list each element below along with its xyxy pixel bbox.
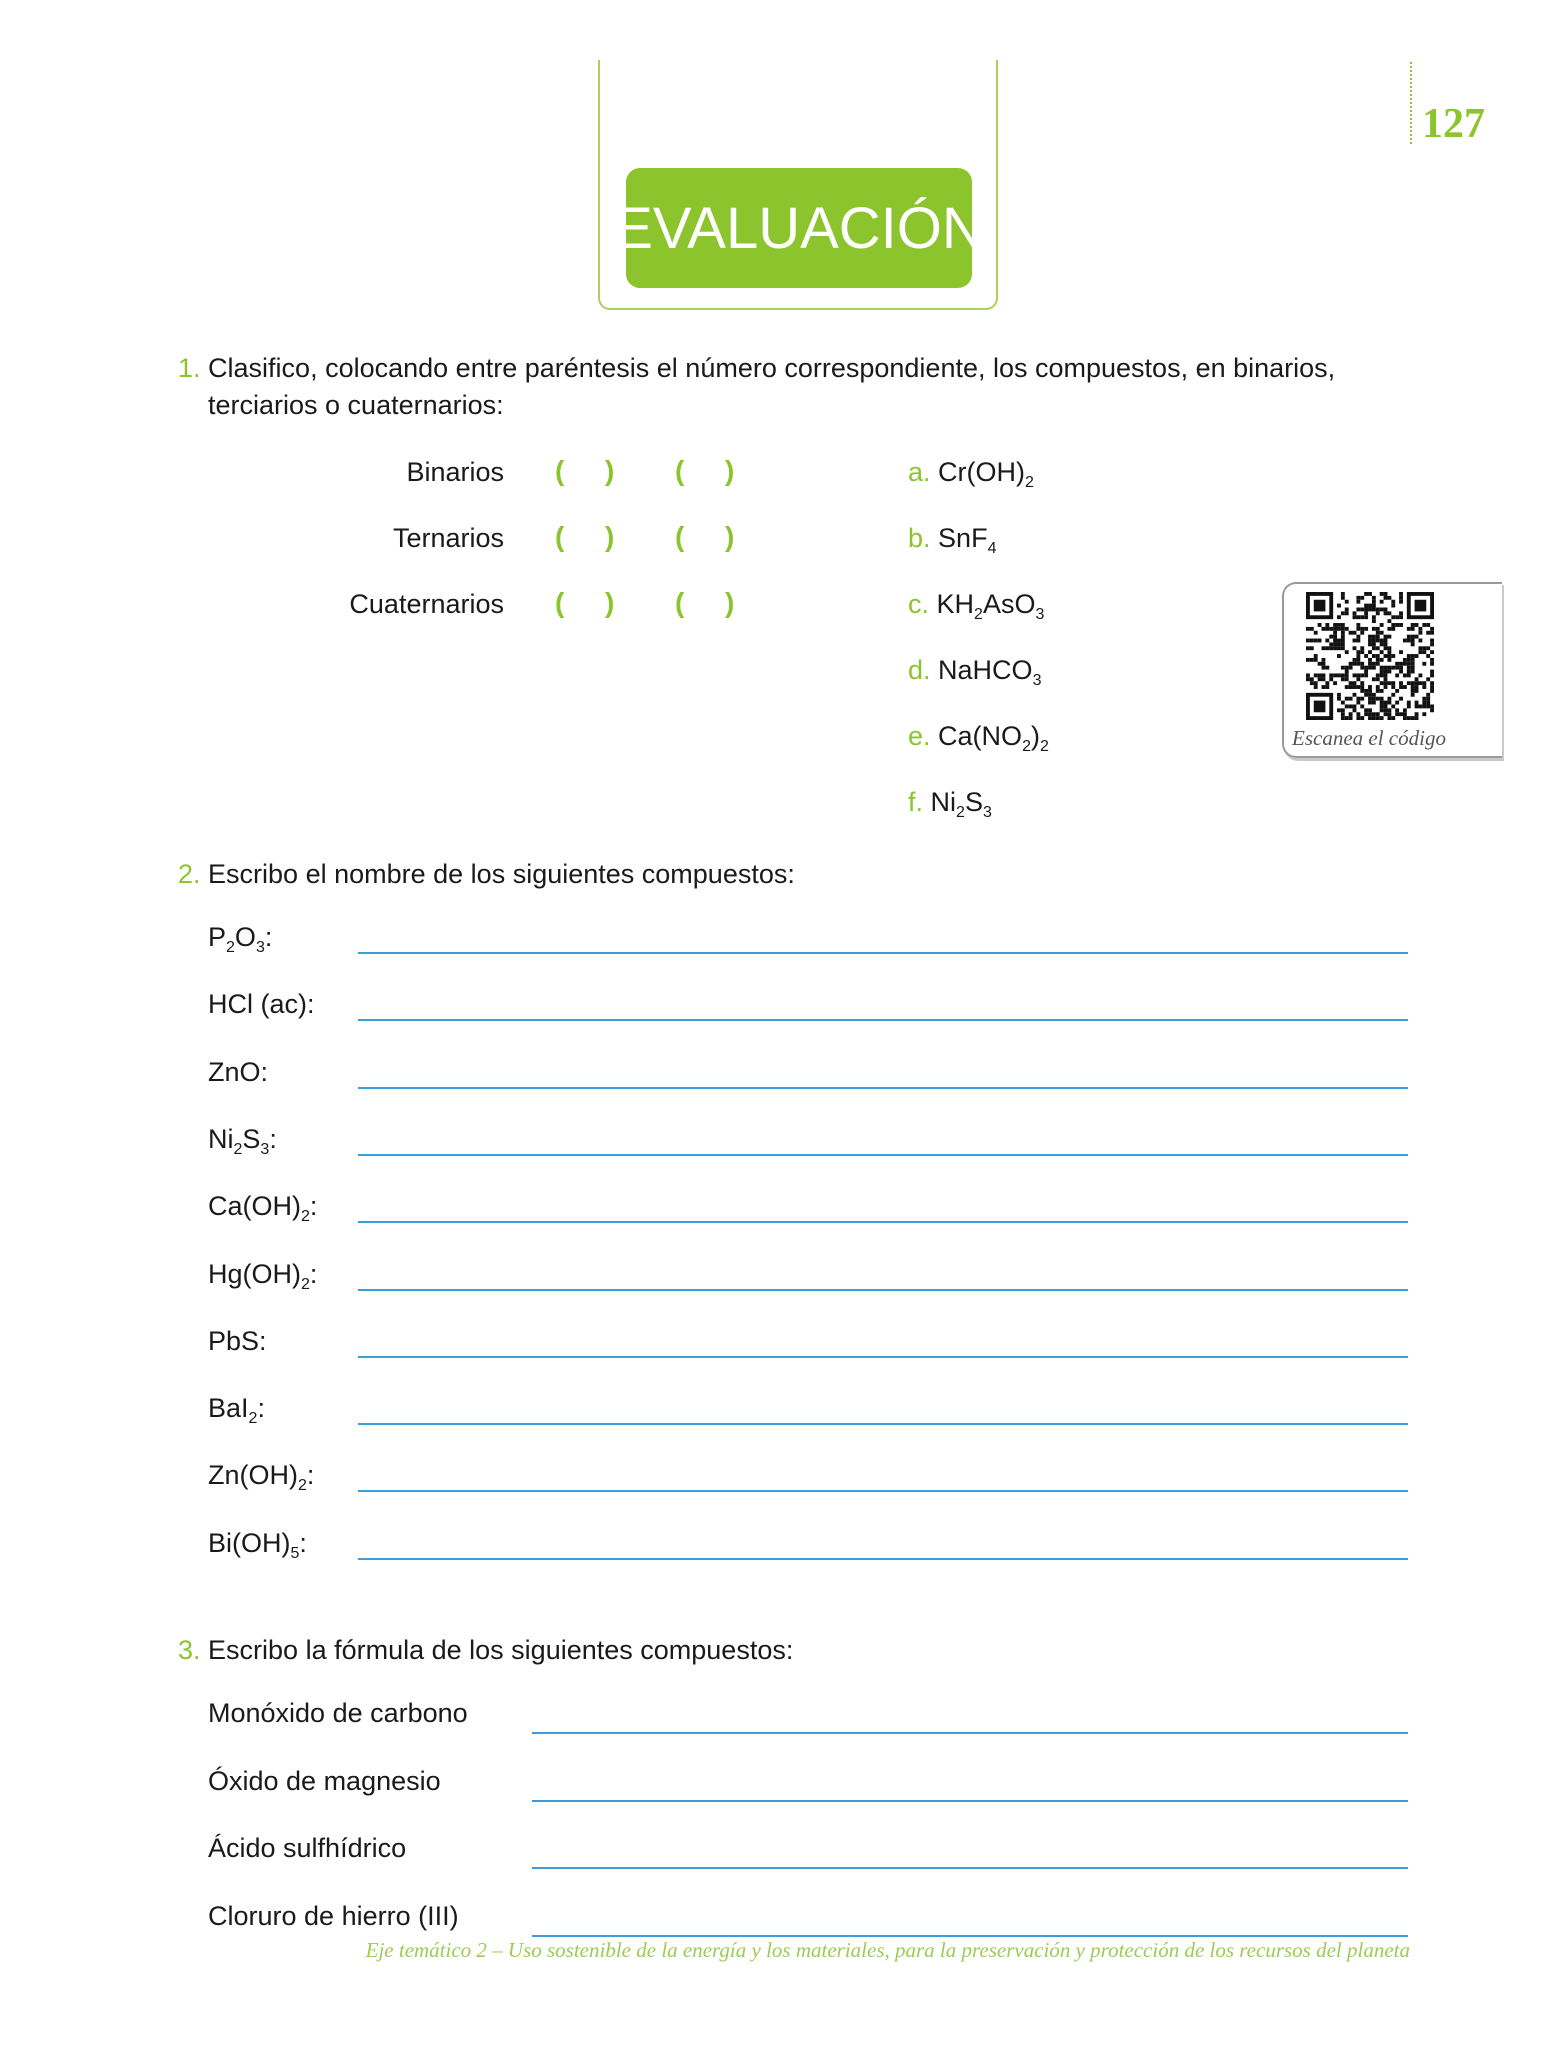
option-letter: a. xyxy=(908,457,931,487)
formula-part: : xyxy=(309,1258,318,1289)
q2-answer-line[interactable] xyxy=(358,1289,1408,1291)
option-4 xyxy=(908,721,1049,755)
page-number: 127 xyxy=(1422,101,1485,147)
formula-part: : xyxy=(299,1527,307,1558)
formula-sub: 2 xyxy=(974,606,983,623)
q2-compound-label xyxy=(208,989,315,1020)
q3-answer-line[interactable] xyxy=(532,1732,1408,1734)
q3-compound-label: Cloruro de hierro (III) xyxy=(208,1900,459,1931)
q2-answer-line[interactable] xyxy=(358,1423,1408,1425)
paren-open: ( xyxy=(555,587,565,618)
formula-part: NaHCO xyxy=(938,655,1033,685)
formula-part: : xyxy=(269,1123,277,1154)
formula-sub: 2 xyxy=(226,939,235,956)
q2-answer-line[interactable] xyxy=(358,1087,1408,1089)
q2-heading xyxy=(178,856,795,893)
formula-sub: 2 xyxy=(1025,474,1034,491)
paren-blank-r0-p0[interactable] xyxy=(573,457,603,487)
formula-part: HCl (ac): xyxy=(208,989,315,1020)
formula-sub: 3 xyxy=(1035,606,1045,623)
option-letter: c. xyxy=(908,589,930,619)
formula-part: KH xyxy=(936,589,975,619)
formula-part: ) xyxy=(1030,721,1040,751)
paren-close: ) xyxy=(725,521,735,552)
q3-answer-line[interactable] xyxy=(532,1935,1408,1937)
page-number-rule xyxy=(1410,62,1412,144)
formula-sub: 2 xyxy=(301,1275,310,1293)
q2-answer-line[interactable] xyxy=(358,1154,1408,1156)
q2-text: Escribo el nombre de los siguientes compuestos: xyxy=(208,859,795,889)
q2-compound-label xyxy=(208,1057,268,1088)
option-letter: b. xyxy=(908,523,931,553)
formula-part: Ni xyxy=(208,1123,234,1154)
formula-sub: 5 xyxy=(290,1544,300,1562)
q2-compound-label xyxy=(208,1460,315,1495)
paren-close: ) xyxy=(605,521,615,552)
option-letter: f. xyxy=(908,787,924,817)
formula-part: Cr(OH) xyxy=(938,457,1026,487)
q2-compound-label xyxy=(208,1258,318,1293)
q3-answer-line[interactable] xyxy=(532,1800,1408,1802)
q2-answer-line[interactable] xyxy=(358,1221,1408,1223)
qr-code-icon[interactable] xyxy=(1304,592,1436,720)
q1-text-line1: Clasifico, colocando entre paréntesis el número correspondiente, los compuestos, en binarios, xyxy=(208,353,1336,383)
formula-sub: 2 xyxy=(233,1140,243,1158)
formula-sub: 2 xyxy=(248,1410,258,1428)
formula-sub: 2 xyxy=(956,804,965,821)
option-5 xyxy=(908,787,992,821)
formula-sub: 3 xyxy=(982,804,992,821)
formula-part: : xyxy=(264,922,273,952)
formula-sub: 2 xyxy=(298,1477,307,1495)
formula-part: BaI xyxy=(208,1393,249,1424)
paren-blank-r2-p1[interactable] xyxy=(693,589,723,619)
formula-part: : xyxy=(257,1393,265,1424)
paren-blank-r2-p0[interactable] xyxy=(573,589,603,619)
formula-part: PbS: xyxy=(208,1325,267,1356)
formula-part: Zn(OH) xyxy=(208,1460,298,1491)
q2-compound-label xyxy=(208,1191,318,1226)
q2-compound-label xyxy=(208,1123,277,1158)
q3-compound-label: Ácido sulfhídrico xyxy=(208,1833,407,1863)
option-1 xyxy=(908,523,997,557)
category-binarios: Binarios xyxy=(406,457,504,487)
q2-compound-label xyxy=(208,1326,267,1357)
formula-part: Hg(OH) xyxy=(208,1258,301,1289)
formula-part: Bi(OH) xyxy=(208,1527,291,1558)
q2-compound-label xyxy=(208,922,273,956)
category-ternarios: Ternarios xyxy=(392,523,504,553)
formula-sub: 3 xyxy=(260,1140,270,1158)
formula-part: ZnO: xyxy=(208,1056,269,1087)
q3-compound-label: Monóxido de carbono xyxy=(208,1698,468,1728)
section-title: EVALUACIÓN xyxy=(626,168,972,288)
formula-part: P xyxy=(208,922,227,952)
paren-open: ( xyxy=(675,521,685,552)
option-letter: d. xyxy=(908,655,931,685)
paren-blank-r1-p0[interactable] xyxy=(573,523,603,553)
q3-text: Escribo la fórmula de los siguientes compuestos: xyxy=(208,1635,794,1665)
formula-part: Ca(NO xyxy=(938,721,1023,751)
paren-open: ( xyxy=(675,587,685,618)
category-cuaternarios: Cuaternarios xyxy=(349,589,504,619)
q3-answer-line[interactable] xyxy=(532,1867,1408,1869)
paren-close: ) xyxy=(725,587,735,618)
q1-number: 1. xyxy=(178,353,201,383)
formula-sub: 2 xyxy=(301,1208,310,1226)
option-0 xyxy=(908,457,1034,491)
option-2 xyxy=(908,589,1045,623)
formula-part: : xyxy=(309,1191,318,1222)
formula-part: : xyxy=(306,1460,315,1491)
q2-compound-label xyxy=(208,1527,307,1562)
q2-number: 2. xyxy=(178,859,201,889)
q2-answer-line[interactable] xyxy=(358,1558,1408,1560)
paren-blank-r0-p1[interactable] xyxy=(693,457,723,487)
formula-part: S xyxy=(964,787,983,817)
paren-open: ( xyxy=(675,455,685,486)
formula-part: Ca(OH) xyxy=(208,1191,301,1222)
paren-close: ) xyxy=(605,587,615,618)
q2-answer-line[interactable] xyxy=(358,952,1408,954)
paren-close: ) xyxy=(725,455,735,486)
qr-caption: Escanea el código xyxy=(1292,726,1446,750)
q1-text-line2: terciarios o cuaternarios: xyxy=(208,390,504,420)
formula-sub: 2 xyxy=(1022,738,1031,755)
paren-open: ( xyxy=(555,455,565,486)
q2-answer-line[interactable] xyxy=(358,1019,1408,1021)
formula-part: Ni xyxy=(930,787,957,817)
q2-compound-label xyxy=(208,1393,265,1428)
paren-open: ( xyxy=(555,521,565,552)
option-3 xyxy=(908,655,1042,689)
formula-sub: 3 xyxy=(1032,672,1042,689)
formula-sub: 4 xyxy=(987,540,997,557)
q3-number: 3. xyxy=(178,1635,201,1665)
q2-answer-line[interactable] xyxy=(358,1490,1408,1492)
q2-answer-line[interactable] xyxy=(358,1356,1408,1358)
q3-heading xyxy=(178,1632,793,1669)
paren-close: ) xyxy=(605,455,615,486)
q1-heading xyxy=(178,350,1335,387)
formula-sub: 2 xyxy=(1039,738,1049,755)
paren-blank-r1-p1[interactable] xyxy=(693,523,723,553)
formula-part: S xyxy=(242,1123,261,1154)
q3-compound-label: Óxido de magnesio xyxy=(208,1765,441,1796)
formula-part: AsO xyxy=(982,589,1036,619)
formula-sub: 3 xyxy=(255,939,265,956)
formula-part: SnF xyxy=(938,523,988,553)
footer-text: Eje temático 2 – Uso sostenible de la energía y los materiales, para la preservación y protección de los recursos del planeta xyxy=(365,1938,1410,1962)
option-letter: e. xyxy=(908,721,931,751)
formula-part: O xyxy=(234,922,256,952)
